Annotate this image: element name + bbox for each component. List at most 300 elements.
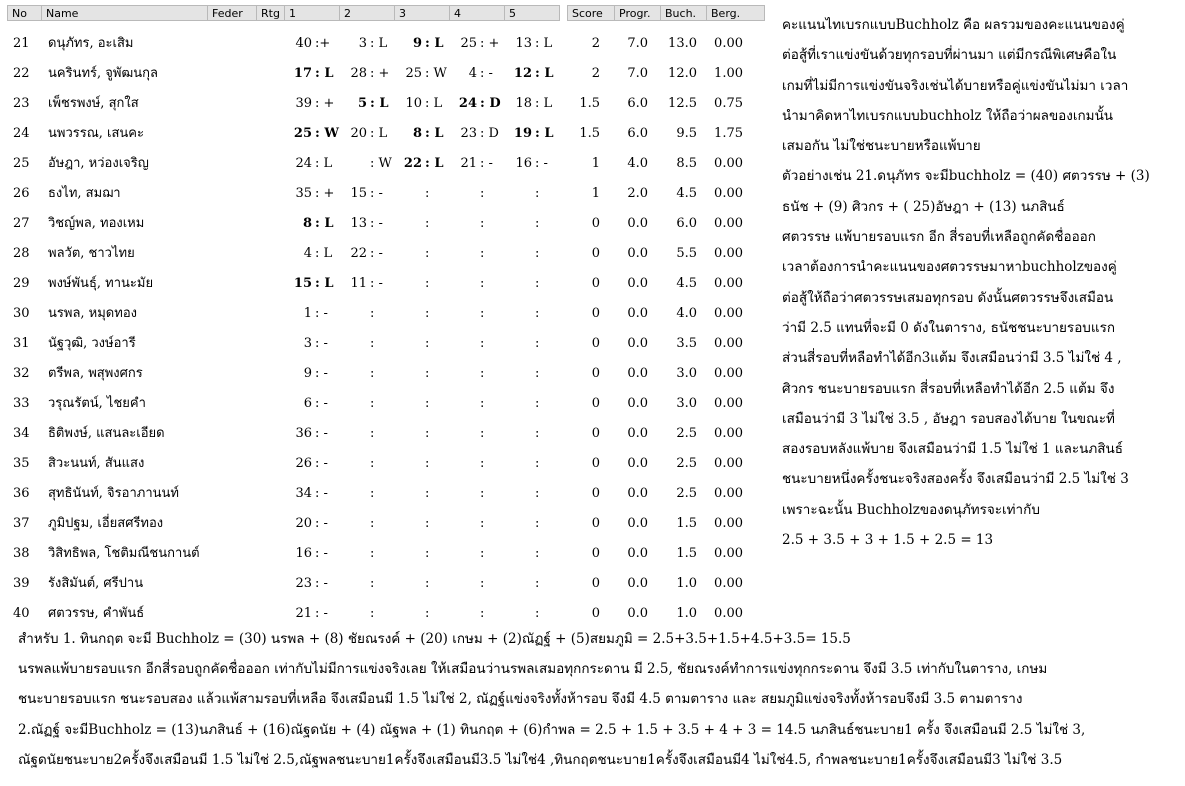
game-result: : bbox=[425, 186, 430, 201]
player-name: พลวัต, ชาวไทย bbox=[48, 246, 135, 261]
player-number: 35 bbox=[13, 456, 30, 471]
round-3-result bbox=[394, 479, 450, 509]
player-name: พงษ์พันธุ์, ทานะมัย bbox=[48, 276, 154, 291]
player-number: 30 bbox=[13, 306, 30, 321]
score-cell: 0 bbox=[591, 276, 600, 291]
explanation-line: ศตวรรษ แพ้บายรอบแรก อีก สี่รอบที่เหลือถูกคัดชื่อออก bbox=[782, 229, 1096, 246]
game-result: : bbox=[370, 516, 375, 531]
progr-cell: 0.0 bbox=[627, 276, 648, 291]
player-name: ธงไท, สมฌา bbox=[48, 186, 121, 201]
progr-cell: 0.0 bbox=[627, 576, 648, 591]
round-4-result bbox=[449, 509, 505, 539]
round-1-result bbox=[284, 299, 340, 329]
progr-cell: 0.0 bbox=[627, 546, 648, 561]
progr-cell: 0.0 bbox=[627, 516, 648, 531]
player-name: ตรีพล, พสุพงศกร bbox=[48, 366, 143, 381]
header-progr[interactable]: Progr. bbox=[614, 5, 661, 21]
game-result: : bbox=[370, 426, 375, 441]
player-number: 32 bbox=[13, 366, 30, 381]
opponent-number: 15 bbox=[350, 186, 367, 201]
game-result: : - bbox=[315, 336, 328, 351]
explanation-line: ตัวอย่างเช่น 21.ดนุภัทร จะมีbuchholz = (40) ศตวรรษ + (3) bbox=[782, 168, 1150, 185]
opponent-number: 16 bbox=[295, 546, 312, 561]
opponent-number: 23 bbox=[295, 576, 312, 591]
game-result: : bbox=[480, 216, 485, 231]
round-5-result bbox=[504, 569, 560, 599]
score-cell: 0 bbox=[591, 486, 600, 501]
table-row[interactable] bbox=[7, 389, 765, 419]
score-cell: 0 bbox=[591, 426, 600, 441]
score-cell: 0 bbox=[591, 456, 600, 471]
round-4-result bbox=[449, 359, 505, 389]
player-name: นครินทร์, จูพัฒนกุล bbox=[48, 66, 158, 81]
round-5-result bbox=[504, 119, 560, 149]
game-result: : bbox=[370, 456, 375, 471]
progr-cell: 0.0 bbox=[627, 486, 648, 501]
player-name: ศตวรรษ, คำพันธ์ bbox=[48, 606, 145, 621]
round-4-result bbox=[449, 209, 505, 239]
round-1-result bbox=[284, 239, 340, 269]
berg-cell: 0.00 bbox=[714, 276, 743, 291]
explanation-line: เพราะฉะนั้น Buchholzของดนุภัทรจะเท่ากับ bbox=[782, 501, 1040, 518]
player-number: 28 bbox=[13, 246, 30, 261]
game-result: : bbox=[425, 276, 430, 291]
game-result: : bbox=[370, 576, 375, 591]
header-round-1[interactable]: 1 bbox=[284, 5, 340, 21]
player-number: 23 bbox=[13, 96, 30, 111]
opponent-number: 12 bbox=[513, 66, 532, 81]
game-result: : - bbox=[535, 156, 548, 171]
header-round-4[interactable]: 4 bbox=[449, 5, 505, 21]
opponent-number: 35 bbox=[295, 186, 312, 201]
opponent-number: 28 bbox=[350, 66, 367, 81]
player-name: เพ็ชรพงษ์, สุกใส bbox=[48, 96, 139, 111]
game-result: : W bbox=[370, 156, 392, 171]
opponent-number: 21 bbox=[295, 606, 312, 621]
round-4-result bbox=[449, 449, 505, 479]
game-result: : bbox=[480, 366, 485, 381]
round-5-result bbox=[504, 509, 560, 539]
game-result: : bbox=[370, 366, 375, 381]
game-result: : bbox=[480, 306, 485, 321]
round-2-result bbox=[339, 269, 395, 299]
buch-cell: 2.5 bbox=[676, 456, 697, 471]
table-row[interactable] bbox=[7, 569, 765, 599]
buchholz-explanation bbox=[782, 10, 1182, 555]
player-name: นพวรรณ, เสนคะ bbox=[48, 126, 144, 141]
opponent-number: 22 bbox=[350, 246, 367, 261]
header-name[interactable]: Name bbox=[41, 5, 208, 21]
game-result: : - bbox=[315, 306, 328, 321]
round-5-result bbox=[504, 449, 560, 479]
table-row[interactable] bbox=[7, 419, 765, 449]
buch-cell: 4.0 bbox=[676, 306, 697, 321]
game-result: : + bbox=[480, 36, 500, 51]
opponent-number: 13 bbox=[515, 36, 532, 51]
round-2-result bbox=[339, 119, 395, 149]
round-1-result bbox=[284, 419, 340, 449]
game-result: : bbox=[535, 306, 540, 321]
round-1-result bbox=[284, 479, 340, 509]
game-result: : bbox=[535, 186, 540, 201]
round-4-result bbox=[449, 89, 505, 119]
round-3-result bbox=[394, 209, 450, 239]
berg-cell: 0.00 bbox=[714, 246, 743, 261]
table-row[interactable] bbox=[7, 89, 765, 119]
buch-cell: 12.0 bbox=[668, 66, 697, 81]
table-row[interactable] bbox=[7, 59, 765, 89]
progr-cell: 6.0 bbox=[627, 96, 648, 111]
opponent-number: 4 bbox=[468, 66, 477, 81]
buch-cell: 13.0 bbox=[668, 36, 697, 51]
score-cell: 0 bbox=[591, 336, 600, 351]
game-result: : bbox=[425, 576, 430, 591]
header-score[interactable]: Score bbox=[567, 5, 615, 21]
player-number: 36 bbox=[13, 486, 30, 501]
round-5-result bbox=[504, 179, 560, 209]
table-row[interactable] bbox=[7, 29, 765, 59]
buch-cell: 4.5 bbox=[676, 186, 697, 201]
explanation-line: เสมอกัน ไม่ใช่ชนะบายหรือแพ้บาย bbox=[782, 138, 981, 155]
game-result: : - bbox=[315, 456, 328, 471]
game-result: : - bbox=[480, 156, 493, 171]
game-result: : bbox=[480, 546, 485, 561]
explanation-line: เวลาต้องการนำคะแนนของศตวรรษมาหาbuchholzของคู่ bbox=[782, 259, 1117, 276]
player-name: รังสิมันต์, ศรีปาน bbox=[48, 576, 144, 591]
round-4-result bbox=[449, 269, 505, 299]
round-1-result bbox=[284, 89, 340, 119]
round-2-result bbox=[339, 29, 395, 59]
progr-cell: 0.0 bbox=[627, 336, 648, 351]
round-4-result bbox=[449, 539, 505, 569]
player-number: 31 bbox=[13, 336, 30, 351]
game-result: : - bbox=[315, 546, 328, 561]
round-2-result bbox=[339, 59, 395, 89]
game-result: : bbox=[425, 426, 430, 441]
round-5-result bbox=[504, 479, 560, 509]
score-cell: 0 bbox=[591, 546, 600, 561]
buch-cell: 8.5 bbox=[676, 156, 697, 171]
game-result: : bbox=[425, 396, 430, 411]
header-round-5[interactable]: 5 bbox=[504, 5, 560, 21]
buch-cell: 6.0 bbox=[676, 216, 697, 231]
berg-cell: 0.00 bbox=[714, 486, 743, 501]
round-5-result bbox=[504, 539, 560, 569]
score-cell: 1.5 bbox=[579, 96, 600, 111]
buch-cell: 9.5 bbox=[676, 126, 697, 141]
opponent-number: 40 bbox=[295, 36, 312, 51]
game-result: : L bbox=[425, 36, 444, 51]
header-round-3[interactable]: 3 bbox=[394, 5, 450, 21]
opponent-number: 21 bbox=[460, 156, 477, 171]
explanation-line: ธนัช + (9) ศิวกร + ( 25)อัษฎา + (13) นภสินธ์ bbox=[782, 198, 1065, 215]
round-2-result bbox=[339, 449, 395, 479]
game-result: : D bbox=[480, 126, 499, 141]
round-3-result bbox=[394, 509, 450, 539]
game-result: : - bbox=[370, 216, 383, 231]
game-result: : L bbox=[315, 156, 333, 171]
game-result: : - bbox=[370, 246, 383, 261]
round-2-result bbox=[339, 329, 395, 359]
game-result: : bbox=[370, 546, 375, 561]
round-4-result bbox=[449, 179, 505, 209]
opponent-number: 18 bbox=[515, 96, 532, 111]
buch-cell: 12.5 bbox=[668, 96, 697, 111]
opponent-number: 5 bbox=[357, 96, 367, 111]
table-row[interactable] bbox=[7, 479, 765, 509]
score-cell: 2 bbox=[591, 36, 600, 51]
round-1-result bbox=[284, 329, 340, 359]
explanation-line: ต่อสู้ให้ถือว่าศตวรรษเสมอทุกรอบ ดังนั้นศตวรรษจึงเสมือน bbox=[782, 289, 1114, 306]
game-result: : bbox=[480, 396, 485, 411]
game-result: : - bbox=[315, 426, 328, 441]
berg-cell: 0.00 bbox=[714, 576, 743, 591]
player-number: 29 bbox=[13, 276, 30, 291]
table-row[interactable] bbox=[7, 449, 765, 479]
game-result: : bbox=[480, 516, 485, 531]
round-3-result bbox=[394, 359, 450, 389]
player-number: 37 bbox=[13, 516, 30, 531]
game-result: : L bbox=[425, 126, 444, 141]
buch-cell: 1.5 bbox=[676, 516, 697, 531]
header-buch[interactable]: Buch. bbox=[660, 5, 707, 21]
progr-cell: 6.0 bbox=[627, 126, 648, 141]
opponent-number: 39 bbox=[295, 96, 312, 111]
game-result: : L bbox=[370, 126, 388, 141]
explanation-line: 2.5 + 3.5 + 3 + 1.5 + 2.5 = 13 bbox=[782, 532, 994, 549]
round-1-result bbox=[284, 389, 340, 419]
table-row[interactable] bbox=[7, 269, 765, 299]
berg-cell: 0.00 bbox=[714, 156, 743, 171]
score-cell: 0 bbox=[591, 366, 600, 381]
berg-cell: 0.00 bbox=[714, 516, 743, 531]
opponent-number: 19 bbox=[513, 126, 532, 141]
buch-cell: 5.5 bbox=[676, 246, 697, 261]
game-result: : bbox=[535, 426, 540, 441]
explanation-line: ว่ามี 2.5 แทนที่จะมี 0 ดังในตาราง, ธนัชชนะบายรอบแรก bbox=[782, 319, 1115, 336]
round-4-result bbox=[449, 239, 505, 269]
opponent-number: 20 bbox=[350, 126, 367, 141]
player-name: ภูมิปฐม, เอี่ยสศรีทอง bbox=[48, 516, 164, 531]
opponent-number: 4 bbox=[303, 246, 312, 261]
opponent-number: 22 bbox=[403, 156, 422, 171]
header-round-2[interactable]: 2 bbox=[339, 5, 395, 21]
opponent-number: 15 bbox=[293, 276, 312, 291]
game-result: : bbox=[425, 546, 430, 561]
game-result: : W bbox=[315, 126, 339, 141]
round-2-result bbox=[339, 299, 395, 329]
opponent-number: 24 bbox=[295, 156, 312, 171]
game-result: : W bbox=[425, 66, 447, 81]
round-4-result bbox=[449, 299, 505, 329]
progr-cell: 0.0 bbox=[627, 426, 648, 441]
opponent-number: 8 bbox=[412, 126, 422, 141]
header-rtg[interactable]: Rtg bbox=[256, 5, 285, 21]
round-1-result bbox=[284, 449, 340, 479]
buch-cell: 3.0 bbox=[676, 366, 697, 381]
game-result: : bbox=[425, 456, 430, 471]
round-2-result bbox=[339, 209, 395, 239]
berg-cell: 0.00 bbox=[714, 36, 743, 51]
score-cell: 0 bbox=[591, 606, 600, 621]
opponent-number: 3 bbox=[358, 36, 367, 51]
opponent-number: 26 bbox=[295, 456, 312, 471]
game-result: : L bbox=[315, 66, 334, 81]
game-result: : bbox=[535, 546, 540, 561]
table-row[interactable] bbox=[7, 209, 765, 239]
buch-cell: 3.0 bbox=[676, 396, 697, 411]
table-row[interactable] bbox=[7, 359, 765, 389]
round-3-result bbox=[394, 29, 450, 59]
round-1-result bbox=[284, 59, 340, 89]
game-result: : bbox=[535, 216, 540, 231]
game-result: : bbox=[370, 306, 375, 321]
round-3-result bbox=[394, 59, 450, 89]
berg-cell: 0.00 bbox=[714, 606, 743, 621]
game-result: : bbox=[535, 486, 540, 501]
table-row[interactable] bbox=[7, 299, 765, 329]
player-name: นรพล, หมุดทอง bbox=[48, 306, 137, 321]
opponent-number: 11 bbox=[350, 276, 367, 291]
header-no[interactable]: No bbox=[7, 5, 42, 21]
table-row[interactable] bbox=[7, 179, 765, 209]
player-number: 27 bbox=[13, 216, 30, 231]
game-result: : bbox=[370, 396, 375, 411]
berg-cell: 0.00 bbox=[714, 396, 743, 411]
score-cell: 0 bbox=[591, 396, 600, 411]
round-5-result bbox=[504, 29, 560, 59]
round-1-result bbox=[284, 509, 340, 539]
game-result: : + bbox=[370, 66, 390, 81]
table-row[interactable] bbox=[7, 329, 765, 359]
round-3-result bbox=[394, 299, 450, 329]
progr-cell: 0.0 bbox=[627, 606, 648, 621]
round-1-result bbox=[284, 539, 340, 569]
table-row[interactable] bbox=[7, 509, 765, 539]
round-1-result bbox=[284, 29, 340, 59]
progr-cell: 0.0 bbox=[627, 216, 648, 231]
game-result: : L bbox=[425, 156, 444, 171]
round-2-result bbox=[339, 149, 395, 179]
game-result: : L bbox=[370, 96, 389, 111]
game-result: : bbox=[425, 246, 430, 261]
buch-cell: 4.5 bbox=[676, 276, 697, 291]
game-result: : bbox=[535, 606, 540, 621]
buchholz-examples bbox=[18, 624, 1183, 775]
round-3-result bbox=[394, 449, 450, 479]
score-cell: 0 bbox=[591, 216, 600, 231]
round-5-result bbox=[504, 359, 560, 389]
game-result: : bbox=[535, 456, 540, 471]
round-4-result bbox=[449, 119, 505, 149]
round-3-result bbox=[394, 269, 450, 299]
round-2-result bbox=[339, 359, 395, 389]
game-result: : bbox=[535, 366, 540, 381]
game-result: : bbox=[425, 336, 430, 351]
explanation-line: เกมที่ไม่มีการแข่งขันจริงเช่นได้บายหรือคู่แข่งขันไม่มา เวลา bbox=[782, 77, 1129, 94]
opponent-number: 13 bbox=[350, 216, 367, 231]
round-3-result bbox=[394, 419, 450, 449]
berg-cell: 0.00 bbox=[714, 546, 743, 561]
table-row[interactable] bbox=[7, 149, 765, 179]
opponent-number: 25 bbox=[405, 66, 422, 81]
game-result: : bbox=[480, 456, 485, 471]
game-result: : bbox=[535, 336, 540, 351]
explanation-line: เสมือนว่ามี 3 ไม่ใช่ 3.5 , อัษฎา รอบสองได้บาย ในขณะที่ bbox=[782, 410, 1115, 427]
berg-cell: 0.00 bbox=[714, 336, 743, 351]
player-name: สุทธินันท์, จิรอาภานนท์ bbox=[48, 486, 179, 501]
score-cell: 1 bbox=[591, 186, 600, 201]
header-berg[interactable]: Berg. bbox=[706, 5, 765, 21]
round-1-result bbox=[284, 359, 340, 389]
buch-cell: 2.5 bbox=[676, 426, 697, 441]
score-cell: 1 bbox=[591, 156, 600, 171]
table-row[interactable] bbox=[7, 119, 765, 149]
score-cell: 0 bbox=[591, 516, 600, 531]
round-5-result bbox=[504, 209, 560, 239]
round-3-result bbox=[394, 179, 450, 209]
explanation-line: คะแนนไทเบรกแบบBuchholz คือ ผลรวมของคะแนนของคู่ bbox=[782, 17, 1125, 33]
player-number: 40 bbox=[13, 606, 30, 621]
berg-cell: 0.75 bbox=[714, 96, 743, 111]
explanation-line: ศิวกร ชนะบายรอบแรก สี่รอบที่เหลือทำได้อีก 2.5 แต้ม จึง bbox=[782, 380, 1115, 397]
game-result: : - bbox=[315, 366, 328, 381]
game-result: : bbox=[425, 306, 430, 321]
buch-cell: 2.5 bbox=[676, 486, 697, 501]
table-header bbox=[7, 5, 765, 22]
round-5-result bbox=[504, 329, 560, 359]
opponent-number: 1 bbox=[303, 306, 312, 321]
game-result: : L bbox=[425, 96, 443, 111]
player-number: 26 bbox=[13, 186, 30, 201]
buch-cell: 1.0 bbox=[676, 606, 697, 621]
buch-cell: 1.0 bbox=[676, 576, 697, 591]
round-3-result bbox=[394, 119, 450, 149]
player-number: 24 bbox=[13, 126, 30, 141]
header-feder[interactable]: Feder bbox=[207, 5, 257, 21]
opponent-number: 23 bbox=[460, 126, 477, 141]
round-3-result bbox=[394, 149, 450, 179]
player-name: วิชญ์พล, ทองเหม bbox=[48, 216, 145, 231]
game-result: : L bbox=[535, 126, 554, 141]
round-2-result bbox=[339, 389, 395, 419]
game-result: : L bbox=[535, 96, 553, 111]
game-result: : L bbox=[315, 246, 333, 261]
table-row[interactable] bbox=[7, 539, 765, 569]
round-2-result bbox=[339, 179, 395, 209]
score-cell: 1.5 bbox=[579, 126, 600, 141]
round-2-result bbox=[339, 239, 395, 269]
player-number: 34 bbox=[13, 426, 30, 441]
explanation-line: ส่วนสี่รอบที่หลือทำได้อีก3แต้ม จึงเสมือนว่ามี 3.5 ไม่ใช่ 4 , bbox=[782, 350, 1122, 367]
round-5-result bbox=[504, 59, 560, 89]
round-5-result bbox=[504, 299, 560, 329]
progr-cell: 4.0 bbox=[627, 156, 648, 171]
game-result: : - bbox=[315, 396, 328, 411]
explanation-line: นำมาคิดหาไทเบรกแบบbuchholz ให้ถือว่าผลของเกมนั้น bbox=[782, 107, 1114, 124]
explanation-line: ชนะบายหนึ่งครั้งชนะจริงสองครั้ง จึงเสมือนว่ามี 2.5 ไม่ใช่ 3 bbox=[782, 471, 1129, 488]
table-row[interactable] bbox=[7, 239, 765, 269]
game-result: : + bbox=[315, 96, 335, 111]
buch-cell: 3.5 bbox=[676, 336, 697, 351]
game-result: : L bbox=[315, 276, 334, 291]
progr-cell: 2.0 bbox=[627, 186, 648, 201]
round-4-result bbox=[449, 419, 505, 449]
game-result: : L bbox=[535, 36, 553, 51]
berg-cell: 0.00 bbox=[714, 306, 743, 321]
round-4-result bbox=[449, 149, 505, 179]
opponent-number: 9 bbox=[412, 36, 422, 51]
